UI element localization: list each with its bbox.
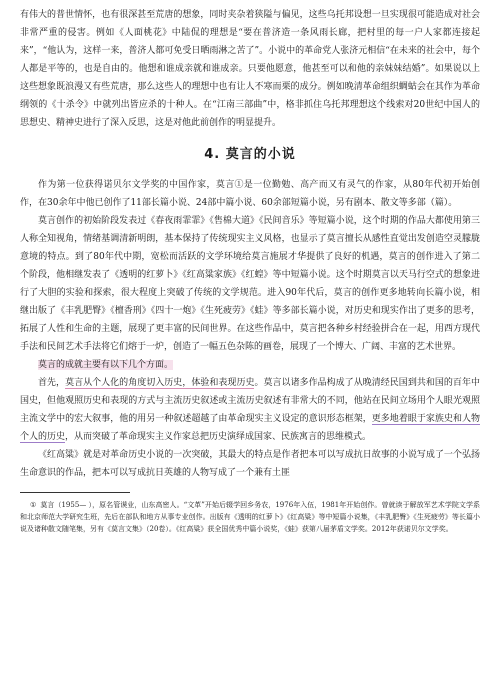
underlined-text: 莫言从个人化的角度切入历史，体验和表现历史 xyxy=(65,378,255,388)
footnote-divider xyxy=(20,492,130,493)
paragraph-red-sorghum: 《红高粱》就是对革命历史小说的一次突破，其最大的特点是作者把本可以写成抗日故事的小说写成了一个弘扬生命意识的作品，把本可以写成抗日英雄的人物写成了一个兼有土匪 xyxy=(20,450,480,478)
section-title: 4. 莫言的小说 xyxy=(204,147,296,162)
footnote-text: 莫言（1955— ），原名管谟业，山东高密人。“文革”开始后辍学回乡务农，1976年入伍，1981年开始创作。曾就读于解放军艺术学院文学系和北京师范大学研究生班，先后在部队和地方从事专业创作。出版有《透明的红萝卜》《红高粱》等中短篇小说集，《丰乳肥臀》《生死疲劳》等长篇小说及诸种散文随笔集，另有《莫言文集》（20卷）。《红高粱》获全国优秀中篇小说奖，《蛙》获第八届茅盾文学奖。2012年获诺贝尔文学奖。 xyxy=(20,501,481,533)
paragraph-first-achievement xyxy=(20,374,480,446)
paragraph-text: 。莫言以诸多作品构成了从晚清经民国到共和国的百年中国史，但他观照历史和表现的方式与主流历史叙述或主流历史叙述有非常大的不同，他站在民间立场用个人眼光观照主流文学中的宏大叙事，他的用另一种叙述超越了由革命现实主义设定的意识形态框架， xyxy=(20,378,480,424)
highlighted-text: 莫言的成就主要有以下几个方面。 xyxy=(38,360,174,370)
paragraph-creation-stages: 莫言创作的初始阶段发表过《春夜雨霏霏》《售棉大道》《民间音乐》等短篇小说，这个时期的作品大都使用第三人称全知视角，情绪基调清新明朗，基本保持了传统现实主义风格，也显示了莫言擅长从感性直觉出发创造空灵朦胧意境的特点。到了80年代中期，宽松而活跃的文学环境给莫言施展才华提供了良好的机遇，莫言的创作进入了第二个阶段，他相继发表了《透明的红萝卜》《红高粱家族》《红蝗》等中短篇小说。这个时期莫言以天马行空式的想象进行了大胆的实验和探索，很大程度上突破了传统的文学规范。进入90年代后，莫言的创作更多地转向长篇小说，相继出版了《丰乳肥臀》《檀香刑》《四十一炮》《生死疲劳》《蛙》等多部长篇小说，对历史和现实作出了更多的思考，拓展了人性和生命的主题，展现了更丰富的民间世界。在这些作品中，莫言把各种乡村经验拼合在一起，用西方现代手法和民间艺术手法将它们熔于一炉，创造了一幅五色杂陈的画卷，展现了一个博大、广阔、丰富的艺术世界。 xyxy=(20,216,480,352)
paragraph-intro: 作为第一位获得诺贝尔文学奖的中国作家，莫言①是一位勤勉、高产而又有灵气的作家，从80年代初开始创作，在30余年中他已创作了11部长篇小说、24部中篇小说、60余部短篇小说，另有剧本、散文等多部（篇）。 xyxy=(20,180,480,208)
paragraph-text: ，从而突破了革命现实主义作家总把历史演绎成国家、民族寓言的思维模式。 xyxy=(65,432,372,442)
footnote-mark: ① xyxy=(30,501,37,509)
underlined-text: 更多地着眼于家族史和人物个人的历史 xyxy=(20,414,480,442)
footnote xyxy=(20,499,480,535)
paragraph-achievements-intro xyxy=(20,356,480,374)
paragraph-text: 首先， xyxy=(38,378,66,388)
top-paragraph: 有伟大的普世情怀，也有很深甚至荒唐的想象，同时夹杂着狭隘与偏见，这些乌托邦设想一旦实现很可能造成对社会非常严重的侵害。例如《人面桃花》中陆侃的理想是“要在普济造一条风雨长廊，把村里的每一户人家都连接起来”，“他认为，这样一来，普济人都可免受日晒雨淋之苦了”。小说中的革命党人张济元相信“在未来的社会中，每个人都是平等的，也是自由的。他想和谁成亲就和谁成亲。只要他愿意，他甚至可以和他的亲妹妹结婚”。如果说以上这些想象既浪漫又有些荒唐，那么这些人的理想中也有让人不寒而栗的成分。例如晚清革命组织蜩蛄会在其作为革命纲领的《十杀令》中就列出皆应杀的十种人。在“江南三部曲”中，格非抓住乌托邦理想这个线索对20世纪中国人的思想史、精神史进行了深入反思，这是对他此前创作的明显提升。 xyxy=(20,10,480,128)
